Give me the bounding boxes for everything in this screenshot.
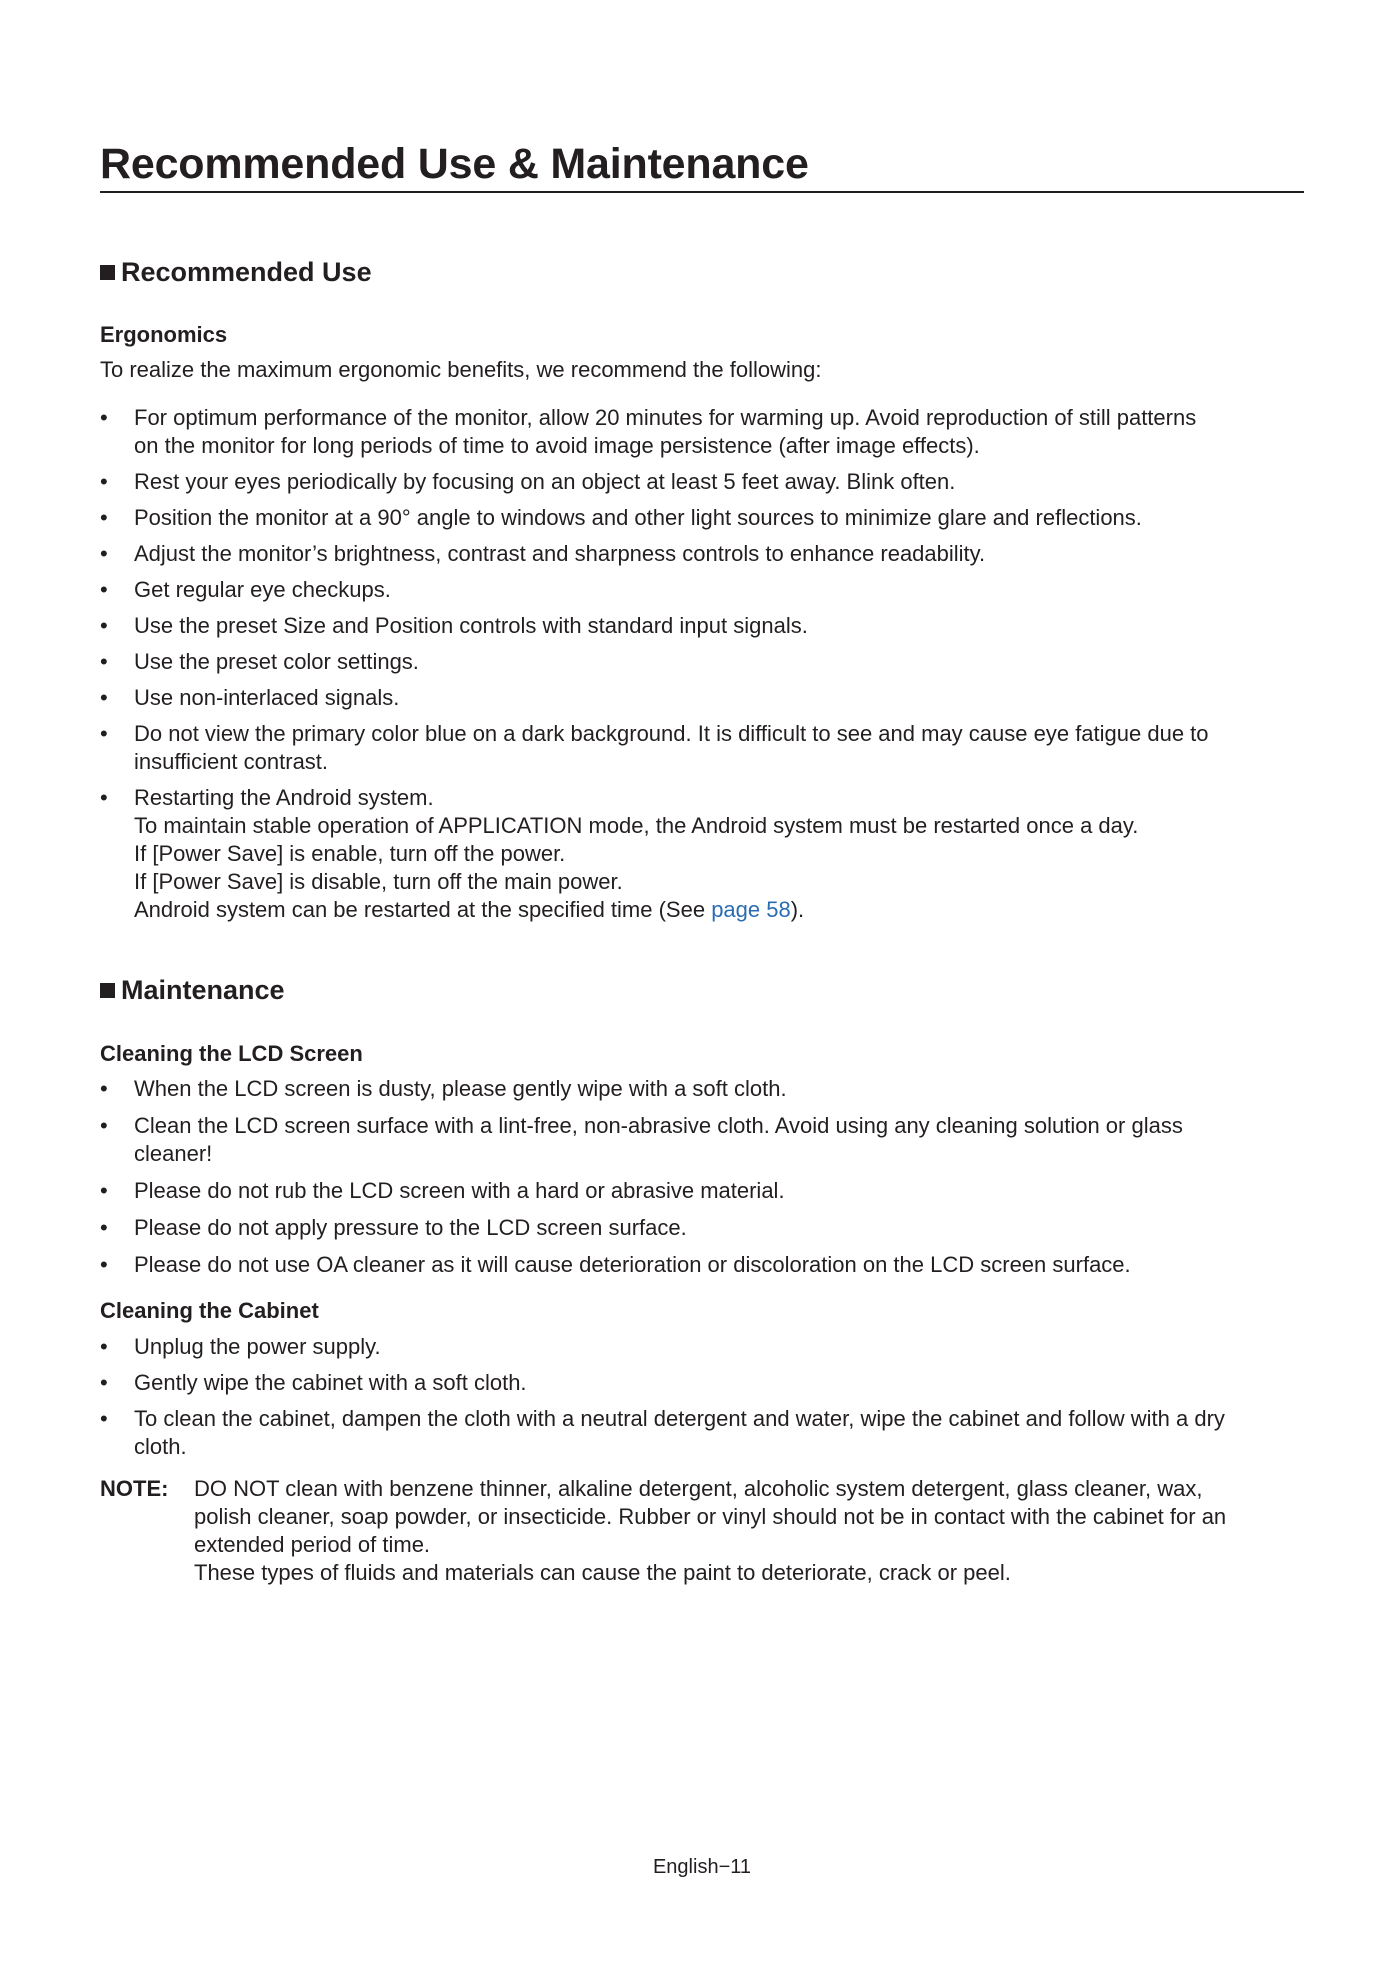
list-item-text bbox=[134, 896, 1304, 924]
list-item bbox=[100, 504, 1304, 532]
list-item bbox=[100, 404, 1304, 460]
title-underline bbox=[100, 191, 1304, 193]
list-item-text: To maintain stable operation of APPLICATION mode, the Android system must be restarted once a day. bbox=[134, 813, 1139, 838]
section-heading-maintenance bbox=[100, 973, 285, 1007]
note-text: polish cleaner, soap powder, or insecticide. Rubber or vinyl should not be in contact with the cabinet for an bbox=[194, 1504, 1227, 1529]
list-item-text: on the monitor for long periods of time to avoid image persistence (after image effects). bbox=[134, 433, 980, 458]
bullet-dot-icon: • bbox=[100, 1113, 108, 1138]
list-item-text: Restarting the Android system. bbox=[134, 785, 434, 810]
bullet-dot-icon: • bbox=[100, 1370, 108, 1395]
list-item-text: cleaner! bbox=[134, 1141, 213, 1166]
list-item-text: Adjust the monitor’s brightness, contrast and sharpness controls to enhance readability. bbox=[134, 541, 986, 566]
list-item bbox=[100, 1075, 1304, 1103]
note-text: extended period of time. bbox=[194, 1532, 431, 1557]
list-item-text: Use the preset Size and Position controls with standard input signals. bbox=[134, 613, 808, 638]
list-item-text: insufficient contrast. bbox=[134, 749, 329, 774]
list-item-text: Clean the LCD screen surface with a lint-free, non-abrasive cloth. Avoid using any cleaning solution or glass bbox=[134, 1113, 1183, 1138]
list-item bbox=[100, 784, 1304, 924]
list-item bbox=[100, 540, 1304, 568]
bullet-dot-icon: • bbox=[100, 1406, 108, 1431]
list-item-text: When the LCD screen is dusty, please gently wipe with a soft cloth. bbox=[134, 1076, 787, 1101]
list-item bbox=[100, 576, 1304, 604]
list-item-text: If [Power Save] is enable, turn off the power. bbox=[134, 841, 566, 866]
bullet-dot-icon: • bbox=[100, 685, 108, 710]
bullet-dot-icon: • bbox=[100, 405, 108, 430]
list-item-text: cloth. bbox=[134, 1434, 187, 1459]
list-item bbox=[100, 1112, 1304, 1168]
list-item-text: Position the monitor at a 90° angle to windows and other light sources to minimize glare and reflections. bbox=[134, 505, 1142, 530]
list-item-text: Gently wipe the cabinet with a soft cloth. bbox=[134, 1370, 527, 1395]
bullet-dot-icon: • bbox=[100, 1076, 108, 1101]
list-item bbox=[100, 684, 1304, 712]
bullet-dot-icon: • bbox=[100, 1215, 108, 1240]
list-item-text: Please do not use OA cleaner as it will cause deterioration or discoloration on the LCD screen surface. bbox=[134, 1252, 1131, 1277]
bullet-dot-icon: • bbox=[100, 1334, 108, 1359]
list-item bbox=[100, 648, 1304, 676]
list-item bbox=[100, 1214, 1304, 1242]
list-item-text: Use non-interlaced signals. bbox=[134, 685, 400, 710]
bullet-dot-icon: • bbox=[100, 505, 108, 530]
list-item bbox=[100, 1405, 1304, 1461]
list-item-text: Do not view the primary color blue on a dark background. It is difficult to see and may cause eye fatigue due to bbox=[134, 721, 1209, 746]
list-item bbox=[100, 1369, 1304, 1397]
list-item bbox=[100, 612, 1304, 640]
subheading-ergonomics: Ergonomics bbox=[100, 322, 228, 347]
list-item-text: If [Power Save] is disable, turn off the main power. bbox=[134, 869, 623, 894]
bullet-dot-icon: • bbox=[100, 1178, 108, 1203]
list-item-text: Get regular eye checkups. bbox=[134, 577, 391, 602]
bullet-dot-icon: • bbox=[100, 649, 108, 674]
cabinet-cleaning-list bbox=[100, 1333, 1304, 1461]
list-item-text: Please do not rub the LCD screen with a hard or abrasive material. bbox=[134, 1178, 785, 1203]
bullet-dot-icon: • bbox=[100, 541, 108, 566]
list-item bbox=[100, 1333, 1304, 1361]
note-label: NOTE: bbox=[100, 1476, 169, 1501]
page-58-link[interactable]: page 58 bbox=[711, 897, 791, 922]
list-item-text: For optimum performance of the monitor, allow 20 minutes for warming up. Avoid reproduction of still patterns bbox=[134, 405, 1197, 430]
list-item-text: Rest your eyes periodically by focusing on an object at least 5 feet away. Blink often. bbox=[134, 469, 956, 494]
bullet-dot-icon: • bbox=[100, 613, 108, 638]
ergonomics-intro: To realize the maximum ergonomic benefits, we recommend the following: bbox=[100, 357, 822, 382]
list-item bbox=[100, 1177, 1304, 1205]
list-item bbox=[100, 1251, 1304, 1279]
bullet-dot-icon: • bbox=[100, 1252, 108, 1277]
list-item-text: Use the preset color settings. bbox=[134, 649, 419, 674]
bullet-dot-icon: • bbox=[100, 469, 108, 494]
square-bullet-icon bbox=[100, 265, 115, 280]
note-text: DO NOT clean with benzene thinner, alkaline detergent, alcoholic system detergent, glass cleaner, wax, bbox=[194, 1476, 1203, 1501]
list-item-text: Unplug the power supply. bbox=[134, 1334, 381, 1359]
note-body bbox=[194, 1475, 1304, 1587]
document-page bbox=[100, 0, 1304, 1980]
list-item bbox=[100, 468, 1304, 496]
note-text: These types of fluids and materials can cause the paint to deteriorate, crack or peel. bbox=[194, 1560, 1011, 1585]
list-item-text-fragment: Android system can be restarted at the specified time (See bbox=[134, 897, 712, 922]
page-footer: English−11 bbox=[652, 1856, 752, 1878]
section-heading-text: Maintenance bbox=[121, 975, 285, 1005]
lcd-cleaning-list bbox=[100, 1075, 1304, 1279]
bullet-dot-icon: • bbox=[100, 721, 108, 746]
list-item-text-fragment: ). bbox=[790, 897, 805, 922]
note-block bbox=[100, 1475, 1304, 1587]
subheading-cleaning-lcd: Cleaning the LCD Screen bbox=[100, 1041, 363, 1066]
square-bullet-icon bbox=[100, 983, 115, 998]
page-title: Recommended Use & Maintenance bbox=[100, 140, 809, 188]
bullet-dot-icon: • bbox=[100, 577, 108, 602]
list-item bbox=[100, 720, 1304, 776]
section-heading-text: Recommended Use bbox=[121, 257, 372, 287]
bullet-dot-icon: • bbox=[100, 785, 108, 810]
ergonomics-list bbox=[100, 404, 1304, 924]
list-item-text: To clean the cabinet, dampen the cloth with a neutral detergent and water, wipe the cabinet and follow with a dry bbox=[134, 1406, 1225, 1431]
subheading-cleaning-cabinet: Cleaning the Cabinet bbox=[100, 1298, 319, 1323]
list-item-text: Please do not apply pressure to the LCD screen surface. bbox=[134, 1215, 687, 1240]
section-heading-recommended-use bbox=[100, 255, 372, 289]
